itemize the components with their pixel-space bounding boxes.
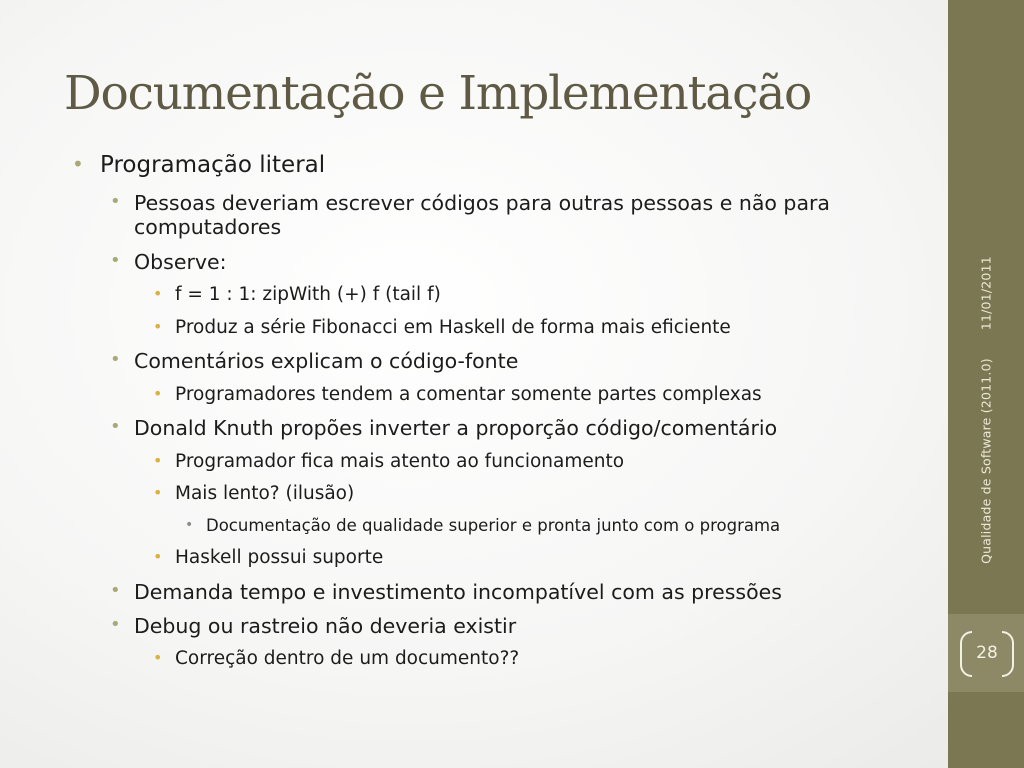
bullet-icon: •	[153, 647, 163, 667]
bullet-item	[72, 317, 932, 339]
bullet-icon: •	[110, 191, 121, 213]
bullet-icon: •	[110, 416, 121, 438]
bullet-icon: •	[72, 152, 84, 176]
bullet-text: Debug ou rastreio não deveria existir	[134, 613, 517, 638]
bullet-text: Observe:	[134, 249, 227, 274]
bullet-icon: •	[153, 483, 163, 503]
bullet-icon: •	[110, 613, 121, 635]
bullet-icon: •	[153, 383, 163, 403]
bullet-item	[72, 416, 932, 440]
bullet-text: Produz a série Fibonacci em Haskell de forma mais eficiente	[175, 316, 731, 338]
page-number: 28	[976, 643, 998, 663]
bullet-item	[72, 284, 932, 306]
bullet-text: Comentários explicam o código-fonte	[134, 349, 519, 374]
bullet-icon: •	[153, 316, 163, 336]
slide-title: Documentação e Implementação	[64, 66, 812, 121]
bullet-text: Haskell possui suporte	[175, 546, 384, 568]
bullet-icon: •	[185, 517, 194, 534]
footer-text: Qualidade de Software (2011.0)	[978, 358, 994, 564]
bullet-text: Documentação de qualidade superior e pronta junto com o programa	[206, 516, 781, 536]
bullet-item	[72, 349, 932, 373]
bullet-icon: •	[153, 546, 163, 566]
bullet-text: f = 1 : 1: zipWith (+) f (tail f)	[175, 283, 441, 305]
bullet-icon: •	[110, 579, 121, 601]
bullet-text: Demanda tempo e investimento incompatível com as pressões	[134, 579, 782, 604]
sidebar-footer	[979, 256, 994, 564]
bullet-item	[72, 451, 932, 473]
bullet-icon: •	[110, 249, 121, 271]
bullet-text: Pessoas deveriam escrever códigos para outras pessoas e não para computadores	[134, 191, 830, 240]
bullet-item	[72, 580, 932, 604]
bullet-item	[72, 648, 932, 670]
bullet-item	[72, 483, 932, 505]
bullet-icon: •	[153, 283, 163, 303]
bullet-text: Programadores tendem a comentar somente partes complexas	[175, 383, 762, 405]
bullet-item	[72, 614, 932, 638]
bullet-text: Programador fica mais atento ao funcionamento	[175, 450, 625, 472]
bullet-item	[72, 152, 932, 179]
bullet-item	[72, 547, 932, 569]
bullet-icon: •	[153, 450, 163, 470]
bullet-item	[72, 384, 932, 406]
bullet-list	[72, 152, 932, 681]
bullet-item	[72, 250, 932, 274]
bullet-text: Donald Knuth propões inverter a proporção código/comentário	[134, 416, 778, 441]
bullet-text: Programação literal	[100, 152, 326, 178]
page-number-box	[960, 631, 1014, 677]
bullet-text: Correção dentro de um documento??	[175, 647, 520, 669]
bullet-item	[72, 191, 932, 239]
footer-date: 11/01/2011	[978, 256, 994, 331]
bullet-text: Mais lento? (ilusão)	[175, 483, 355, 505]
bullet-icon: •	[110, 349, 121, 371]
bullet-item	[72, 516, 932, 535]
